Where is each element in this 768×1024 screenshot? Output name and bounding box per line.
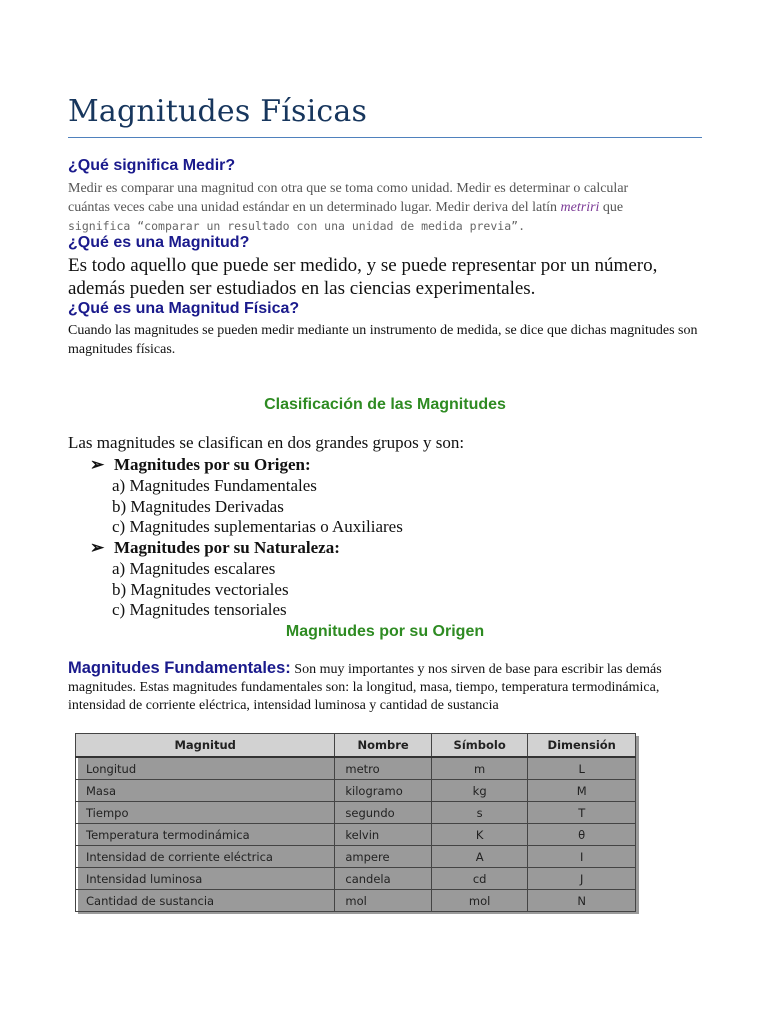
list-item: b) Magnitudes vectoriales (112, 579, 289, 599)
cell-dimension: L (528, 757, 636, 780)
cell-simbolo: mol (431, 890, 528, 912)
heading-que-significa-medir: ¿Qué significa Medir? (68, 157, 236, 174)
arrow-bullet-icon: ➢ (90, 538, 105, 557)
group-origen-label: ➢ Magnitudes por su Origen: (90, 455, 311, 474)
table-row (76, 802, 636, 824)
cell-magnitud: Longitud (76, 757, 335, 780)
cell-magnitud: Intensidad luminosa (76, 868, 335, 890)
title-divider (68, 137, 702, 138)
cell-dimension: T (528, 802, 636, 824)
cell-nombre: kelvin (335, 824, 432, 846)
heading-magnitudes-origen: Magnitudes por su Origen (285, 623, 485, 640)
medir-quote: “comparar un resultado con una unidad de medida previa” (137, 219, 519, 233)
table-row (76, 757, 636, 780)
medir-line-3-end: . (518, 219, 525, 233)
list-item: a) Magnitudes Fundamentales (112, 475, 317, 495)
cell-magnitud: Masa (76, 780, 335, 802)
cell-simbolo: A (431, 846, 528, 868)
group-origen (90, 455, 403, 538)
heading-magnitud-fisica: ¿Qué es una Magnitud Física? (68, 300, 300, 317)
medir-line-3-start: significa (68, 219, 138, 233)
cell-nombre: mol (335, 890, 432, 912)
table-header-row (76, 734, 636, 758)
table-row (76, 824, 636, 846)
page-title: Magnitudes Físicas (68, 94, 368, 129)
list-item: a) Magnitudes escalares (112, 558, 276, 578)
medir-paragraph (68, 179, 700, 236)
cell-simbolo: cd (431, 868, 528, 890)
column-header: Nombre (335, 734, 432, 758)
latin-word: metriri (560, 200, 600, 215)
classification-intro: Las magnitudes se clasifican en dos grandes grupos y son: (68, 433, 465, 452)
cell-dimension: θ (528, 824, 636, 846)
list-item: b) Magnitudes Derivadas (112, 496, 284, 516)
medir-line-1: Medir es comparar una magnitud con otra que se toma como unidad. Medir es determinar o calcular (68, 181, 629, 196)
cell-magnitud: Intensidad de corriente eléctrica (76, 846, 335, 868)
cell-simbolo: m (431, 757, 528, 780)
list-item: c) Magnitudes suplementarias o Auxiliares (112, 517, 403, 537)
cell-simbolo: s (431, 802, 528, 824)
cell-nombre: candela (335, 868, 432, 890)
cell-dimension: I (528, 846, 636, 868)
cell-simbolo: kg (431, 780, 528, 802)
column-header: Magnitud (76, 734, 335, 758)
cell-simbolo: K (431, 824, 528, 846)
group-naturaleza-label: ➢ Magnitudes por su Naturaleza: (90, 538, 340, 557)
column-header: Símbolo (431, 734, 528, 758)
heading-clasificacion: Clasificación de las Magnitudes (264, 396, 506, 413)
cell-dimension: N (528, 890, 636, 912)
cell-magnitud: Cantidad de sustancia (76, 890, 335, 912)
cell-magnitud: Temperatura termodinámica (76, 824, 335, 846)
cell-nombre: kilogramo (335, 780, 432, 802)
cell-dimension: J (528, 868, 636, 890)
cell-magnitud: Tiempo (76, 802, 335, 824)
magnitud-fisica-paragraph: Cuando las magnitudes se pueden medir mediante un instrumento de medida, se dice que dichas magnitudes son magnitudes físicas. (68, 323, 698, 357)
heading-que-es-magnitud: ¿Qué es una Magnitud? (68, 234, 250, 251)
fundamentales-text: Son muy importantes y nos sirven de base para escribir las demás magnitudes. Estas magnitudes fundamentales son: la longitud, masa, tiempo, temperatura termodinámica, intensidad de corriente eléctrica, intensidad luminosa y cantidad de sustancia (68, 662, 662, 713)
table-row (76, 780, 636, 802)
cell-dimension: M (528, 780, 636, 802)
list-item: c) Magnitudes tensoriales (112, 600, 287, 620)
group-naturaleza (90, 538, 340, 621)
column-header: Dimensión (528, 734, 636, 758)
magnitud-paragraph: Es todo aquello que puede ser medido, y se puede representar por un número, además pueden ser estudiados en las ciencias experimentales. (68, 255, 658, 299)
magnitudes-table (75, 733, 636, 912)
medir-line-2: cuántas veces cabe una unidad estándar en un determinado lugar. Medir deriva del latín (68, 200, 561, 215)
fundamentales-paragraph (68, 659, 668, 715)
table-row (76, 890, 636, 912)
cell-nombre: ampere (335, 846, 432, 868)
table-row (76, 868, 636, 890)
cell-nombre: segundo (335, 802, 432, 824)
cell-nombre: metro (335, 757, 432, 780)
fundamentales-label: Magnitudes Fundamentales: (68, 659, 291, 677)
arrow-bullet-icon: ➢ (90, 455, 105, 474)
table-row (76, 846, 636, 868)
medir-line-2-end: que (599, 200, 624, 215)
